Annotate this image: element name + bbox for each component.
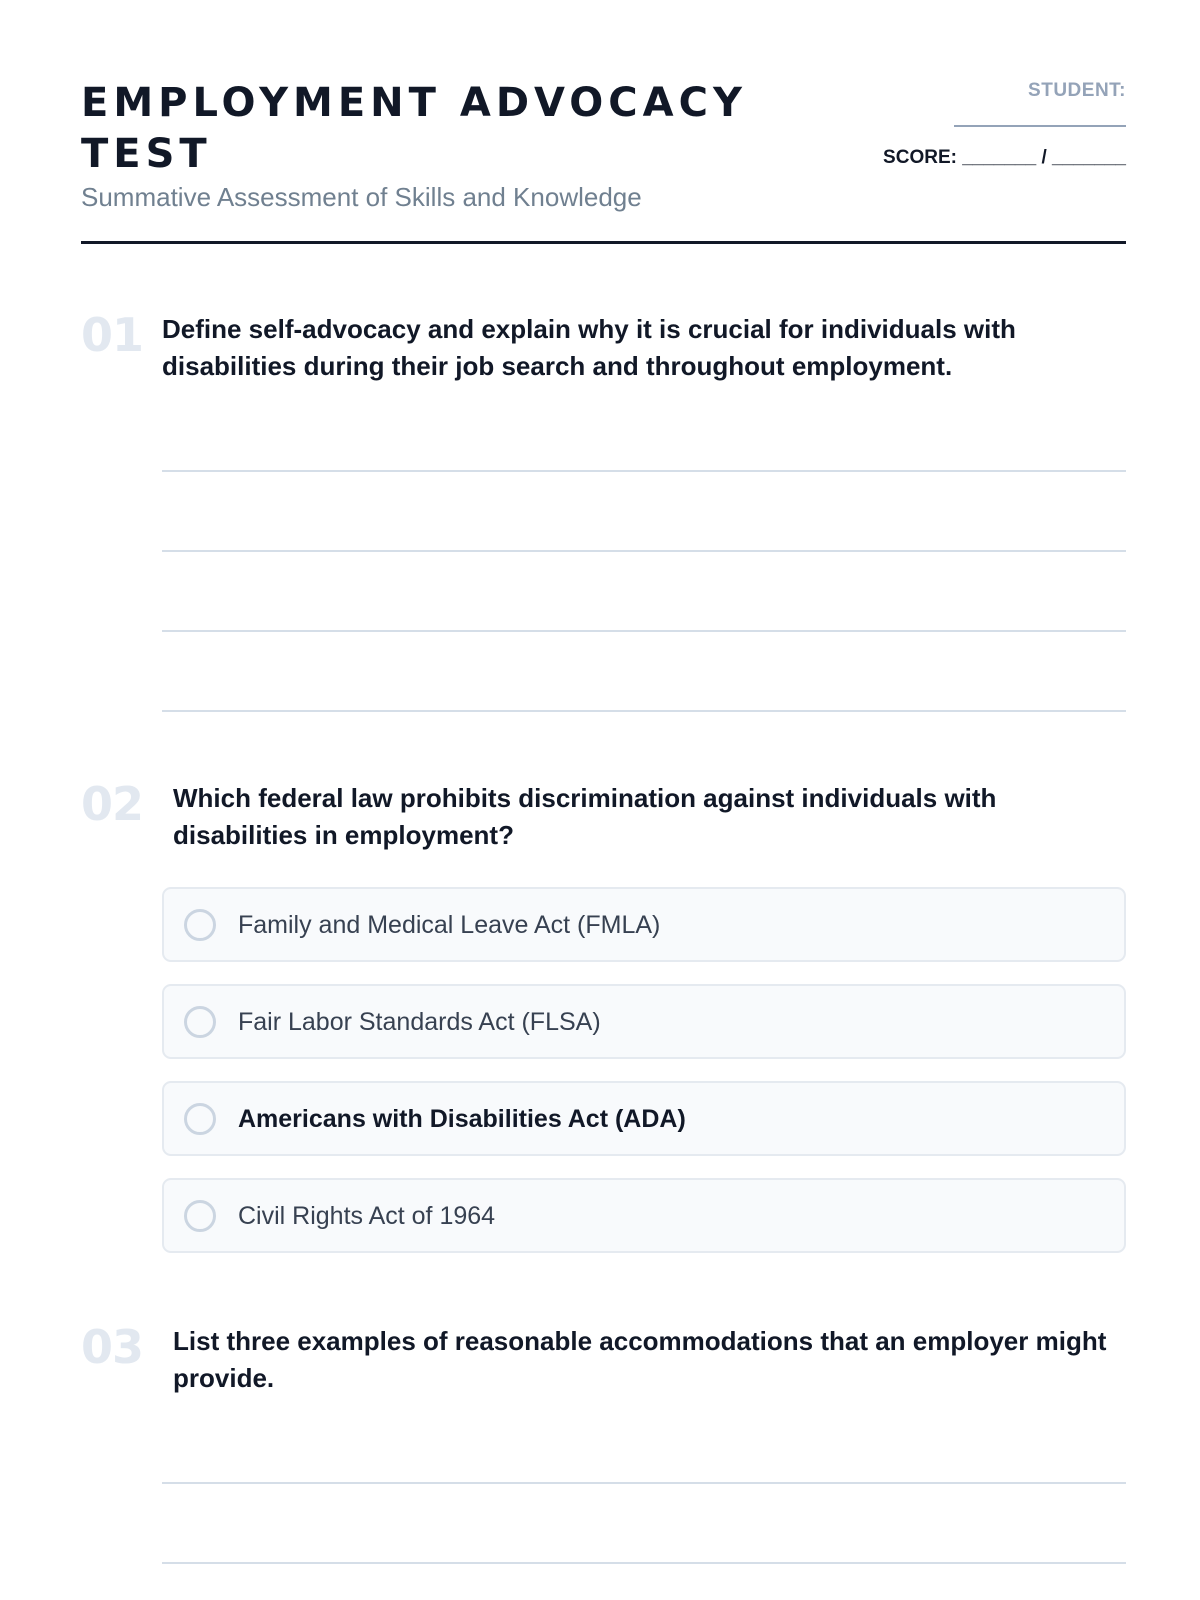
test-title: EMPLOYMENT ADVOCACY TEST — [81, 80, 747, 177]
radio-circle-icon[interactable] — [184, 1200, 216, 1232]
question-1 — [81, 308, 1126, 711]
question-2 — [81, 777, 1126, 1250]
answer-option-label: Family and Medical Leave Act (FMLA) — [238, 911, 661, 939]
student-label: STUDENT: — [1028, 80, 1126, 101]
question-3 — [81, 1320, 1126, 1563]
answer-line[interactable] — [162, 470, 1126, 472]
student-score-block — [866, 78, 1126, 168]
radio-circle-icon[interactable] — [184, 1103, 216, 1135]
answer-line[interactable] — [162, 710, 1126, 712]
answer-option-civil-rights[interactable] — [162, 1178, 1126, 1253]
answer-line[interactable] — [162, 550, 1126, 552]
question-number: 01 — [81, 308, 144, 362]
question-text: List three examples of reasonable accommodations that an employer might provide. — [173, 1326, 1107, 1393]
question-number: 03 — [81, 1320, 144, 1374]
answer-option-label: Fair Labor Standards Act (FLSA) — [238, 1008, 601, 1036]
question-number: 02 — [81, 777, 144, 831]
radio-circle-icon[interactable] — [184, 1006, 216, 1038]
answer-option-fmla[interactable] — [162, 887, 1126, 962]
answer-option-ada[interactable] — [162, 1081, 1126, 1156]
student-name-field[interactable] — [954, 125, 1126, 127]
answer-line[interactable] — [162, 630, 1126, 632]
assessment-page — [81, 0, 1126, 1600]
score-field[interactable]: SCORE: _______ / _______ — [883, 147, 1126, 168]
answer-line[interactable] — [162, 1562, 1126, 1564]
answer-option-flsa[interactable] — [162, 984, 1126, 1059]
question-text: Which federal law prohibits discrimination against individuals with disabilities in employment? — [173, 783, 997, 850]
assessment-header — [81, 78, 1126, 244]
radio-circle-icon[interactable] — [184, 909, 216, 941]
answer-line[interactable] — [162, 1482, 1126, 1484]
answer-option-label: Americans with Disabilities Act (ADA) — [238, 1105, 686, 1133]
test-subtitle: Summative Assessment of Skills and Knowledge — [81, 182, 642, 212]
question-text: Define self-advocacy and explain why it is crucial for individuals with disabilities during their job search and throughout employment. — [162, 314, 1016, 381]
answer-option-label: Civil Rights Act of 1964 — [238, 1202, 496, 1230]
